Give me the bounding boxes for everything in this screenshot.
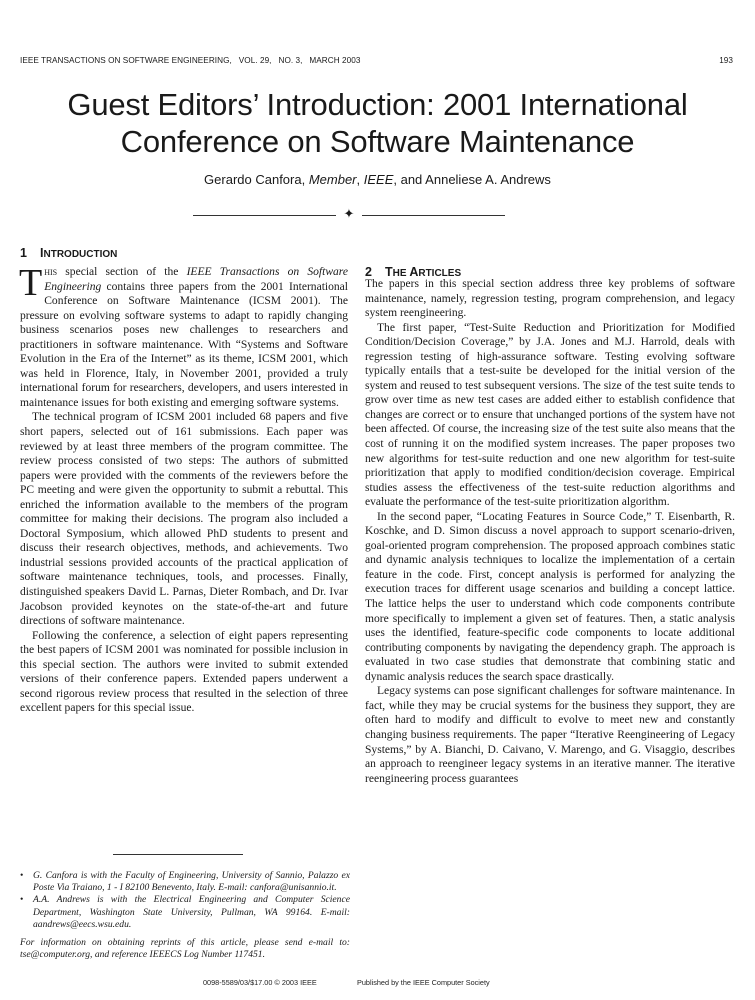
intro-paragraph-1: [19, 262, 348, 410]
copyright-notice: 0098-5589/03/$17.00 © 2003 IEEE: [203, 978, 317, 987]
bullet-icon: •: [20, 894, 24, 906]
footnote-affiliation-canfora: [20, 870, 350, 894]
right-column: [365, 277, 735, 786]
intro-paragraph-3: Following the conference, a selection of eight papers representing the best papers of ICSM 2001 was nominated for possible inclusion in this special section. The authors were invited to submit extended versions of their conference papers. Extended papers underwent a second rigorous review process that resulted in the selection of three excellent papers for this special issue.: [20, 629, 348, 715]
title-line-1: Guest Editors’ Introduction: 2001 International: [67, 87, 688, 122]
articles-paragraph-3: In the second paper, “Locating Features in Source Code,” T. Eisenbarth, R. Koschke, and D. Simon discuss a novel approach to support scenario-driven, goal-oriented program comprehension. The proposed approach combines static and dynamic analysis techniques to localize the implementation of a certain feature in the code. First, concept analysis is performed for analyzing the execution traces for different usage scenarios and building a concept lattice. The lattice helps the user to understand which code components contribute more specifically to implement a given set of features. Then, a static analysis uses the identified, feature-specific code components to locate additional contributing components by navigating the dependency graph. The approach is evaluated in two case studies that demonstrate that combining static and dynamic analysis reduces the search space drastically.: [365, 510, 735, 683]
section-title-part: RTICLES: [418, 268, 462, 279]
publisher-notice: Published by the IEEE Computer Society: [357, 978, 490, 987]
divider-rule-right: [362, 215, 505, 216]
text-run: special section of the: [57, 266, 187, 278]
smallcaps-lead: his: [44, 266, 58, 278]
footnotes: [20, 870, 350, 961]
footnote-rule: [113, 854, 243, 855]
diamond-ornament-icon: ✦: [343, 206, 355, 221]
page-number: 193: [719, 56, 733, 65]
section-heading-introduction: [20, 246, 117, 260]
author-1: Gerardo Canfora,: [204, 172, 309, 187]
drop-cap: T: [19, 262, 43, 304]
society: IEEE: [363, 172, 394, 187]
left-column: [19, 262, 348, 716]
section-title-rest: NTRODUCTION: [43, 249, 118, 260]
articles-paragraph-4: Legacy systems can pose significant challenges for software maintenance. In fact, while they may be crucial systems for the business they support, they are often hard to modify and difficult to evolve to meet new and constantly changing business requirements. The paper “Iterative Reengineering of Legacy Systems,” by A. Bianchi, D. Caivano, V. Marengo, and G. Visaggio, describes an approach to reengineer legacy systems in an iterative manner. The iterative reengineering process guarantees: [365, 685, 735, 785]
section-title-initial: I: [40, 246, 44, 260]
articles-paragraph-1: The papers in this special section address three key problems of software maintenance, namely, regression testing, program comprehension, and legacy system reengineering.: [365, 278, 735, 320]
title-divider: [193, 206, 505, 221]
reprint-info: For information on obtaining reprints of this article, please send e-mail to: tse@computer.org, and reference IEEECS Log Number 117451.: [20, 937, 350, 961]
section-number: 1: [20, 246, 27, 260]
membership: Member: [308, 172, 357, 187]
section-title-part: HE: [392, 268, 410, 279]
bullet-icon: •: [20, 870, 24, 881]
section-title-part: T: [385, 265, 393, 279]
journal-name-italic: IEEE Transactions on Software Engineering: [44, 266, 348, 293]
divider-rule-left: [193, 215, 336, 216]
text-run: contains three papers from the 2001 International Conference on Software Maintenance (ICSM 2001). The pressure on evolving software systems to adapt to rapidly changing business scenarios poses new challenges to researchers and practitioners in software maintenance. With “Systems and Software Evolution in the Era of the Internet” as its theme, ICSM 2001, which was held in Florence, Italy, in November 2001, provided a truly international forum for researchers, developers, and users interested in maintenance issues for both existing and emerging software systems.: [20, 280, 348, 409]
footnote-text: A.A. Andrews is with the Electrical Engineering and Computer Science Department, Washington State University, Pullman, WA 99164. E-mail: aandrews@eecs.wsu.edu.: [33, 894, 350, 930]
author-2: , and Anneliese A. Andrews: [393, 172, 551, 187]
title-line-2: Conference on Software Maintenance: [120, 124, 635, 159]
footnote-affiliation-andrews: [20, 894, 350, 931]
intro-paragraph-2: The technical program of ICSM 2001 included 68 papers and five short papers, selected out of 161 submissions. Each paper was reviewed by at least three members of the program committee. The review process consisted of two steps: The authors of submitted papers were provided with the comments of the reviewers before the PC meeting and were given the opportunity to submit a rebuttal. This enriched the information available to the members of the program committee for making their decisions. The program also included a Doctoral Symposium, which allowed PhD students to present and discuss their research objectives, methods, and achievements. Two industrial sessions provided accounts of the practical application of software maintenance techniques, tools, and processes. Finally, distinguished speakers David L. Parnas, Dieter Rombach, and Dr. Ivar Jacobson provided keynotes on the state-of-the-art and future directions of software maintenance.: [20, 411, 348, 628]
articles-paragraph-2: The first paper, “Test-Suite Reduction and Prioritization for Modified Condition/Decision Coverage,” by J.A. Jones and M.J. Harrold, deals with regression testing of high-assurance software. Testing evolving software typically entails that a test-suite be developed for the initial version of the system and reused to test subsequent versions. The size of the test suite tends to grow over time as new test cases are added either to establish confidence that changes are correct or to ensure that unchanged portions of the system have not been affected. Of course, the increasing size of the test suite also means that the cost of running it on the modified system increases. The paper proposes two new algorithms for test-suite reduction and one new algorithm for test-suite prioritization that apply to modified condition/decision coverage. Empirical studies assess the effectiveness of the test-suite reduction algorithms and evaluate the performance of the test-suite prioritization algorithm.: [365, 321, 735, 509]
journal-citation: IEEE TRANSACTIONS ON SOFTWARE ENGINEERING, VOL. 29, NO. 3, MARCH 2003: [20, 56, 361, 65]
article-title: [0, 86, 755, 160]
section-number: 2: [365, 265, 372, 279]
separator: ,: [356, 172, 364, 187]
author-line: [0, 172, 755, 187]
footnote-text: G. Canfora is with the Faculty of Engineering, University of Sannio, Palazzo ex Poste Via Traiano, 1 - I 82100 Benevento, Italy. E-mail: canfora@unisannio.it.: [33, 870, 350, 894]
section-title-part: A: [409, 265, 419, 279]
